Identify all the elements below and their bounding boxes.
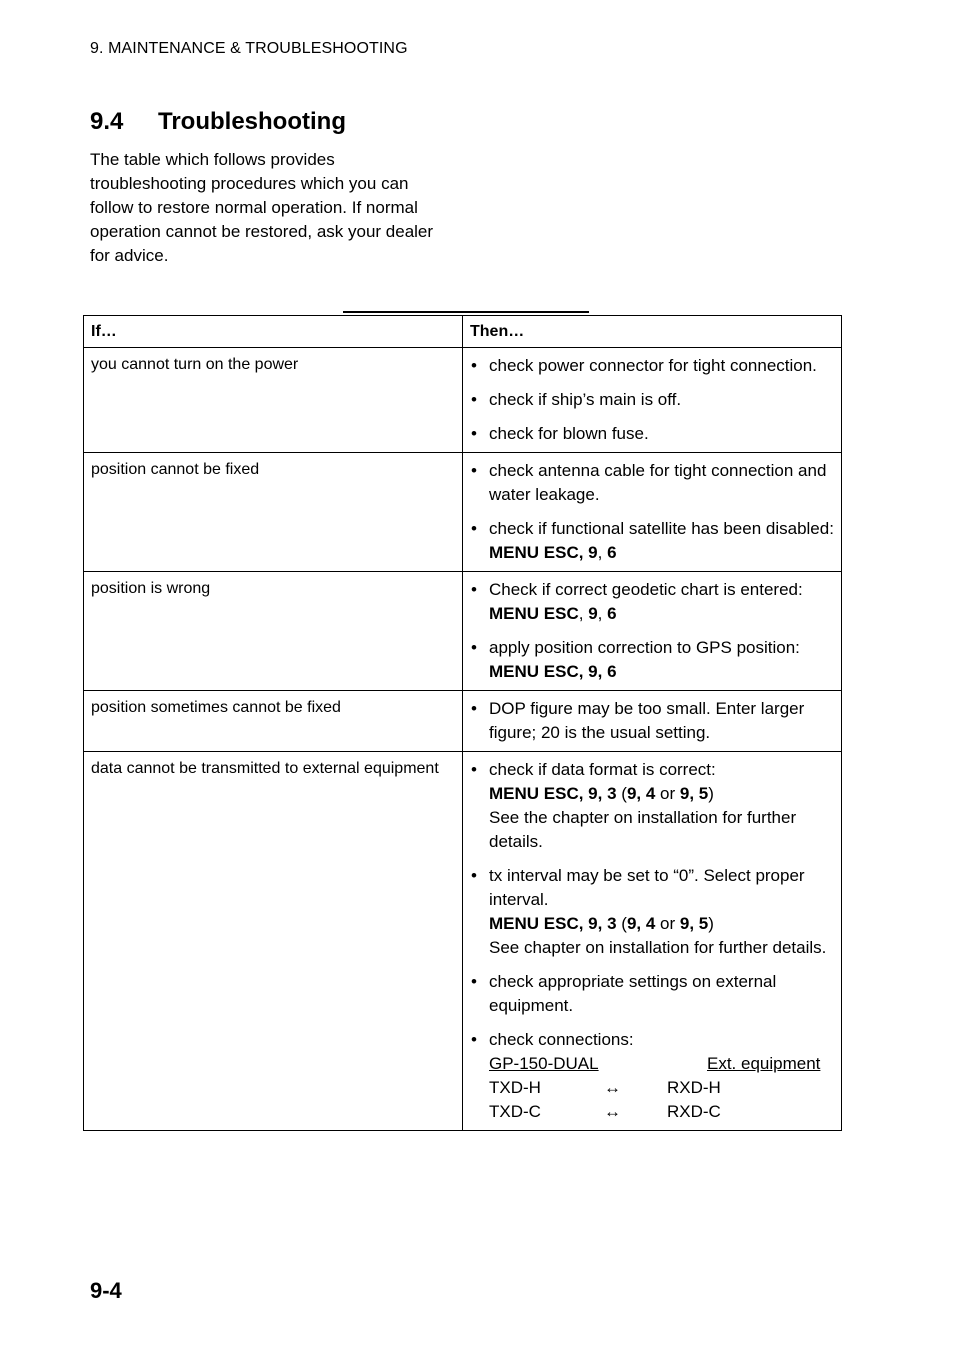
- bullet-icon: •: [471, 356, 477, 375]
- connection-target: RXD-C: [667, 1102, 721, 1121]
- arrow-icon: ↔: [604, 1102, 621, 1121]
- connection-target: RXD-H: [667, 1078, 721, 1097]
- condition-cell: you cannot turn on the power: [84, 348, 463, 453]
- table-row: [84, 691, 842, 752]
- bullet-icon: •: [471, 760, 477, 779]
- condition-cell: position is wrong: [84, 572, 463, 691]
- header-then: Then…: [463, 316, 842, 348]
- remedy-cell: [463, 752, 842, 1131]
- page-number: 9-4: [90, 1278, 122, 1303]
- connection-row: [489, 1100, 834, 1124]
- remedy-item: [471, 864, 834, 960]
- remedy-cell: [463, 572, 842, 691]
- remedy-text: ,: [597, 604, 608, 623]
- menu-path: 9, 5: [679, 784, 709, 803]
- remedy-text: (: [616, 914, 627, 933]
- remedy-text: check antenna cable for tight connection and water leakage.: [489, 461, 827, 504]
- menu-path: MENU ESC, 9, 3: [489, 784, 617, 803]
- header-if: If…: [84, 316, 463, 348]
- bullet-icon: •: [471, 519, 477, 538]
- menu-path: MENU ESC, 9, 6: [489, 662, 617, 681]
- connection-row: [489, 1076, 834, 1100]
- bullet-icon: •: [471, 638, 477, 657]
- remedy-text: check power connector for tight connection.: [489, 356, 817, 375]
- intro-paragraph: The table which follows provides troubleshooting procedures which you can follow to restore normal operation. If normal operation cannot be restored, ask your dealer for advice.: [90, 150, 434, 265]
- condition-cell: position sometimes cannot be fixed: [84, 691, 463, 752]
- remedy-text: ,: [578, 604, 589, 623]
- connection-table: [489, 1052, 834, 1076]
- menu-path: MENU ESC, 9: [489, 543, 598, 562]
- bullet-icon: •: [471, 580, 477, 599]
- remedy-text: Check if correct geodetic chart is entered:: [489, 580, 803, 599]
- condition-cell: data cannot be transmitted to external equipment: [84, 752, 463, 1131]
- bullet-icon: •: [471, 461, 477, 480]
- connection-header-device: GP-150-DUAL: [489, 1054, 599, 1073]
- connection-source: TXD-H: [489, 1078, 541, 1097]
- remedy-item: [471, 758, 834, 854]
- table-row: [84, 453, 842, 572]
- connection-spacer: [647, 1052, 707, 1076]
- remedy-text: or: [655, 914, 680, 933]
- section-number: 9.4: [90, 108, 124, 135]
- remedy-text: check if functional satellite has been disabled:: [489, 519, 834, 538]
- menu-path: 9, 4: [626, 914, 656, 933]
- remedy-item: [471, 388, 834, 412]
- remedy-item: [471, 354, 834, 378]
- remedy-text: See the chapter on installation for further details.: [489, 808, 797, 851]
- remedy-text: ,: [597, 543, 608, 562]
- remedy-item: [471, 517, 834, 565]
- remedy-text: tx interval may be set to “0”. Select proper interval.: [489, 866, 805, 909]
- table-row: [84, 752, 842, 1131]
- remedy-text: or: [655, 784, 680, 803]
- bullet-icon: •: [471, 424, 477, 443]
- bullet-icon: •: [471, 699, 477, 718]
- remedy-item: [471, 422, 834, 446]
- arrow-icon: ↔: [604, 1078, 621, 1097]
- menu-path: MENU ESC, 9, 3: [489, 914, 617, 933]
- menu-path: MENU ESC: [489, 604, 579, 623]
- menu-path: 9, 4: [626, 784, 656, 803]
- remedy-item: [471, 578, 834, 626]
- remedy-item: [471, 970, 834, 1018]
- decorative-rule: [343, 311, 589, 313]
- bullet-icon: •: [471, 972, 477, 991]
- condition-cell: position cannot be fixed: [84, 453, 463, 572]
- remedy-item: [471, 459, 834, 507]
- remedy-item: [471, 697, 834, 745]
- bullet-icon: •: [471, 1030, 477, 1049]
- remedy-item: [471, 636, 834, 684]
- remedy-text: check connections:: [489, 1030, 634, 1049]
- troubleshooting-table: [83, 315, 842, 1131]
- remedy-item: [471, 1028, 834, 1124]
- remedy-text: check appropriate settings on external equipment.: [489, 972, 777, 1015]
- menu-path: 9, 5: [679, 914, 709, 933]
- running-header: 9. MAINTENANCE & TROUBLESHOOTING: [90, 40, 408, 57]
- remedy-text: See chapter on installation for further details.: [489, 938, 827, 957]
- table-row: [84, 572, 842, 691]
- connection-header-external: Ext. equipment: [707, 1054, 821, 1073]
- remedy-text: check if ship’s main is off.: [489, 390, 682, 409]
- remedy-text: apply position correction to GPS position:: [489, 638, 800, 657]
- menu-path: 6: [607, 604, 617, 623]
- bullet-icon: •: [471, 866, 477, 885]
- remedy-cell: [463, 453, 842, 572]
- remedy-cell: [463, 691, 842, 752]
- bullet-icon: •: [471, 390, 477, 409]
- section-title-text: Troubleshooting: [158, 108, 346, 135]
- remedy-text: check for blown fuse.: [489, 424, 649, 443]
- table-header-row: [84, 316, 842, 348]
- remedy-text: check if data format is correct:: [489, 760, 716, 779]
- remedy-text: ): [708, 784, 714, 803]
- table-row: [84, 348, 842, 453]
- menu-path: 9: [588, 604, 598, 623]
- remedy-text: ): [708, 914, 714, 933]
- section-title: [90, 108, 346, 136]
- remedy-text: DOP figure may be too small. Enter larger figure; 20 is the usual setting.: [489, 699, 805, 742]
- remedy-cell: [463, 348, 842, 453]
- menu-path: 6: [607, 543, 617, 562]
- remedy-text: (: [616, 784, 627, 803]
- connection-source: TXD-C: [489, 1102, 541, 1121]
